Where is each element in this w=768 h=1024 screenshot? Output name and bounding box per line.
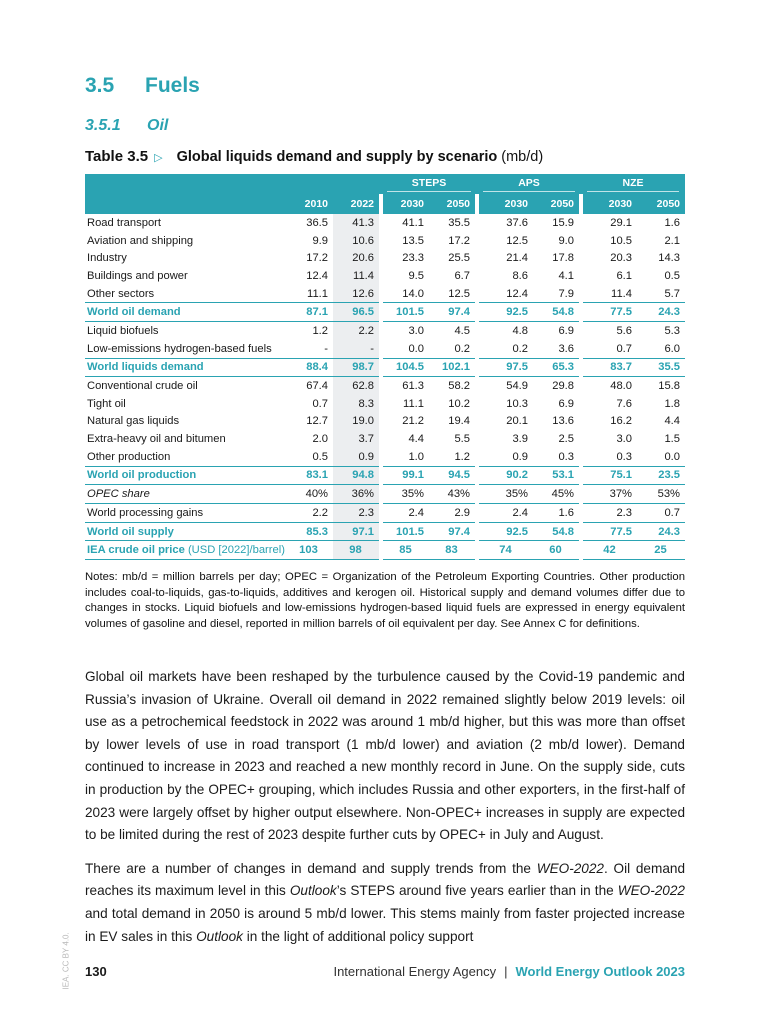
cell-value: 97.1	[333, 522, 381, 541]
cell-value: 53.1	[533, 466, 581, 485]
header-blank	[85, 194, 285, 214]
cell-value: 58.2	[448, 380, 470, 393]
cell-value: 0.0	[381, 340, 429, 358]
cell-value: -	[333, 340, 381, 358]
header-blank	[85, 174, 285, 194]
cell-value: 8.6	[477, 267, 533, 285]
cell-value: 2.0	[312, 433, 328, 446]
table-header-years	[85, 194, 685, 214]
cell-value: 5.7	[664, 287, 680, 300]
table-row	[85, 214, 685, 232]
table-caption	[85, 148, 685, 165]
table-row	[85, 267, 685, 285]
cell-value: 8.3	[333, 395, 381, 413]
cell-value: 45%	[533, 485, 581, 504]
cell-value: 1.6	[558, 506, 574, 519]
cell-value: 4.4	[381, 430, 429, 448]
cell-value: 98.7	[333, 358, 381, 377]
header-year: 2030	[581, 194, 637, 214]
subsection-title: Oil	[147, 117, 169, 134]
cell-value: 7.6	[581, 395, 637, 413]
cell-value: 0.7	[664, 506, 680, 519]
cell-value: 16.2	[581, 413, 637, 431]
cell-value: 41.3	[333, 214, 381, 232]
cell-value: 83.7	[581, 358, 637, 377]
cell-value: 11.1	[307, 287, 328, 300]
cell-value: 6.1	[581, 267, 637, 285]
table-row	[85, 377, 685, 395]
cell-value: 20.6	[333, 249, 381, 267]
cell-value: 0.0	[664, 450, 680, 463]
row-label: Tight oil	[87, 397, 126, 410]
cell-value: 74	[477, 541, 533, 560]
price-row	[85, 541, 685, 560]
row-label: World liquids demand	[85, 358, 285, 377]
header-year: 2050	[533, 194, 581, 214]
cell-value: 5.3	[664, 324, 680, 337]
cell-value: 3.0	[581, 430, 637, 448]
row-label: Liquid biofuels	[87, 324, 159, 337]
cell-value: 42	[581, 541, 637, 560]
cell-value: 1.6	[664, 216, 680, 229]
cell-value: 3.6	[558, 342, 574, 355]
table-row	[85, 430, 685, 448]
row-label: Road transport	[87, 216, 162, 229]
cell-value: 25.5	[448, 252, 470, 265]
row-label: Other sectors	[87, 287, 155, 300]
header-year: 2050	[429, 194, 477, 214]
cell-value: 29.1	[581, 214, 637, 232]
row-label: World oil supply	[85, 522, 285, 541]
cell-value: 0.9	[333, 448, 381, 466]
cell-value: 83	[429, 541, 477, 560]
cell-value: 88.4	[285, 358, 333, 377]
cell-value: 53%	[637, 485, 685, 504]
cell-value: 19.4	[448, 415, 470, 428]
header-year: 2030	[477, 194, 533, 214]
cell-value: 11.4	[333, 267, 381, 285]
header-nze: NZE	[581, 174, 685, 194]
section-heading	[85, 74, 200, 98]
section-number: 3.5	[85, 74, 115, 97]
cell-value: 62.8	[333, 377, 381, 395]
row-label: Conventional crude oil	[87, 380, 198, 393]
row-label: Natural gas liquids	[87, 415, 180, 428]
header-year: 2010	[285, 194, 333, 214]
cell-value: 10.3	[477, 395, 533, 413]
row-label: Buildings and power	[87, 269, 188, 282]
cell-value: 1.2	[312, 324, 328, 337]
table-row	[85, 485, 685, 504]
cell-value: 23.5	[637, 466, 685, 485]
cell-value: 2.4	[381, 504, 429, 523]
cell-value: 12.5	[477, 232, 533, 250]
cell-value: 12.4	[477, 285, 533, 303]
cell-value: 2.9	[454, 506, 470, 519]
table-row	[85, 358, 685, 377]
header-blank	[285, 174, 333, 194]
cell-value: 99.1	[381, 466, 429, 485]
table-row	[85, 249, 685, 267]
cell-value: 2.1	[664, 234, 680, 247]
header-year: 2050	[637, 194, 685, 214]
table-row	[85, 322, 685, 340]
cell-value: 2.4	[477, 504, 533, 523]
cell-value: 75.1	[581, 466, 637, 485]
cell-value: 5.6	[581, 322, 637, 340]
cell-value: 9.0	[558, 234, 574, 247]
cell-value: 9.5	[381, 267, 429, 285]
cell-value: 3.7	[333, 430, 381, 448]
cell-value: 6.7	[454, 269, 470, 282]
cell-value: 15.8	[658, 380, 680, 393]
table-row	[85, 395, 685, 413]
cell-value: 87.1	[285, 303, 333, 322]
cell-value: 67.4	[306, 380, 328, 393]
triangle-marker-icon: ▷	[154, 152, 163, 164]
cell-value: 2.3	[581, 504, 637, 523]
cell-value: 97.4	[429, 303, 477, 322]
cell-value: 41.1	[381, 214, 429, 232]
cell-value: 20.1	[477, 413, 533, 431]
cell-value: 0.3	[581, 448, 637, 466]
cell-value: 77.5	[581, 303, 637, 322]
cell-value: 0.2	[477, 340, 533, 358]
row-label: World oil production	[85, 466, 285, 485]
row-label: Other production	[87, 450, 171, 463]
cell-value: 23.3	[381, 249, 429, 267]
cell-value: 4.4	[664, 415, 680, 428]
table-row	[85, 466, 685, 485]
cell-value: 11.1	[381, 395, 429, 413]
footer	[85, 964, 685, 984]
subsection-number: 3.5.1	[85, 117, 121, 134]
row-label: Aviation and shipping	[87, 234, 194, 247]
cell-value: 43%	[429, 485, 477, 504]
cell-value: 12.6	[333, 285, 381, 303]
cell-value: 1.0	[381, 448, 429, 466]
cell-value: 21.4	[477, 249, 533, 267]
cell-value: 12.5	[448, 287, 470, 300]
cell-value: 92.5	[477, 303, 533, 322]
table-row	[85, 285, 685, 303]
cell-value: 2.3	[333, 504, 381, 523]
cell-value: 0.5	[664, 269, 680, 282]
cell-value: 6.0	[664, 342, 680, 355]
table-row	[85, 413, 685, 431]
table-row	[85, 303, 685, 322]
cell-value: 17.2	[306, 252, 328, 265]
cell-value: 13.6	[552, 415, 574, 428]
cell-value: 35%	[381, 485, 429, 504]
cell-value: 85.3	[285, 522, 333, 541]
cell-value: 98	[333, 541, 381, 560]
cell-value: 96.5	[333, 303, 381, 322]
cell-value: 10.6	[333, 232, 381, 250]
cell-value: 17.2	[448, 234, 470, 247]
cell-value: 60	[533, 541, 581, 560]
cell-value: 65.3	[533, 358, 581, 377]
cell-value: 37%	[581, 485, 637, 504]
cell-value: 102.1	[429, 358, 477, 377]
cell-value: 92.5	[477, 522, 533, 541]
table-notes: Notes: mb/d = million barrels per day; OPEC = Organization of the Petroleum Exporting Countries. Other production includes coal-to-liquids, gas-to-liquids, additives and kerogen oil. Historical supply and demand volumes differ due to changes in stocks. Liquid biofuels and low-emissions hydrogen-based liquid fuels are expressed in energy equivalent volumes of gasoline and diesel, reported in million barrels of oil equivalent per day. See Annex C for definitions.	[85, 571, 685, 631]
cell-value: 0.2	[454, 342, 470, 355]
table-row	[85, 522, 685, 541]
header-year: 2030	[381, 194, 429, 214]
cell-value: 90.2	[477, 466, 533, 485]
cell-value: 15.9	[552, 216, 574, 229]
body-text	[85, 666, 685, 959]
cell-value: 10.2	[448, 397, 470, 410]
cell-value: 101.5	[381, 303, 429, 322]
cell-value: 104.5	[381, 358, 429, 377]
cell-value: 20.3	[581, 249, 637, 267]
row-label: World oil demand	[85, 303, 285, 322]
table-number: Table 3.5	[85, 148, 149, 165]
cell-value: 19.0	[333, 413, 381, 431]
cell-value: 77.5	[581, 522, 637, 541]
cell-value: 0.7	[312, 397, 328, 410]
cell-value: 40%	[285, 485, 333, 504]
row-label: World processing gains	[87, 506, 204, 519]
cell-value: 48.0	[581, 377, 637, 395]
cell-value: 11.4	[581, 285, 637, 303]
cell-value: 4.8	[477, 322, 533, 340]
cell-value: 6.9	[558, 397, 574, 410]
table-unit: (mb/d)	[501, 149, 544, 165]
section-title: Fuels	[145, 74, 200, 97]
row-label: IEA crude oil price (USD [2022]/barrel)	[85, 541, 285, 560]
cell-value: 14.3	[658, 252, 680, 265]
cell-value: 5.5	[454, 433, 470, 446]
cell-value: 83.1	[285, 466, 333, 485]
cell-value: 35%	[477, 485, 533, 504]
cell-value: 0.9	[477, 448, 533, 466]
cell-value: 37.6	[477, 214, 533, 232]
cell-value: 7.9	[558, 287, 574, 300]
row-label: OPEC share	[85, 485, 285, 504]
row-label: Low-emissions hydrogen-based fuels	[87, 342, 272, 355]
cell-value: 25	[637, 541, 685, 560]
cell-value: 0.3	[558, 450, 574, 463]
cell-value: 97.5	[477, 358, 533, 377]
cell-value: 4.1	[558, 269, 574, 282]
table-title: Global liquids demand and supply by scenario	[176, 149, 498, 165]
cell-value: 24.3	[637, 303, 685, 322]
cell-value: 6.9	[558, 324, 574, 337]
cell-value: 0.7	[581, 340, 637, 358]
cell-value: 1.5	[664, 433, 680, 446]
table-row	[85, 504, 685, 523]
paragraph: Global oil markets have been reshaped by the turbulence caused by the Covid-19 pandemic and Russia’s invasion of Ukraine. Overall oil demand in 2022 remained slightly below 2019 levels: oil use as a petrochemical feedstock in 2022 was around 1 mb/d higher, but this was more than offset by lower levels of use in road transport (1 mb/d lower) and aviation (2 mb/d lower). Demand continued to increase in 2023 and reached a new monthly record in June. On the supply side, cuts in production by the OPEC+ grouping, which includes Russia and other exporters, in the first-half of 2023 were largely offset by higher output elsewhere. Non-OPEC+ increases in supply are expected to be limited during the rest of 2023 despite further cuts by OPEC+ in July and August.	[85, 669, 685, 843]
cell-value: 35.5	[637, 358, 685, 377]
paragraph: There are a number of changes in demand and supply trends from the WEO-2022. Oil demand reaches its maximum level in this Outlook’s STEPS around five years earlier than in the WEO-2022 and total demand in 2050 is around 5 mb/d lower. This stems mainly from faster projected increase in EV sales in this Outlook in the light of additional policy support	[85, 860, 686, 944]
cell-value: 3.0	[381, 322, 429, 340]
table-row	[85, 448, 685, 466]
cell-value: 61.3	[381, 377, 429, 395]
cell-value: 94.5	[429, 466, 477, 485]
license-mark: IEA. CC BY 4.0.	[61, 932, 71, 990]
cell-value: 17.8	[552, 252, 574, 265]
cell-value: 103	[285, 541, 333, 560]
cell-value: 36.5	[306, 216, 328, 229]
cell-value: 9.9	[312, 234, 328, 247]
table-row	[85, 340, 685, 358]
footer-publication: International Energy Agency | World Energy Outlook 2023	[333, 964, 685, 979]
cell-value: 35.5	[448, 216, 470, 229]
header-steps: STEPS	[381, 174, 477, 194]
cell-value: 1.8	[664, 397, 680, 410]
cell-value: 21.2	[381, 413, 429, 431]
cell-value: 54.8	[533, 522, 581, 541]
cell-value: 29.8	[552, 380, 574, 393]
header-year: 2022	[333, 194, 381, 214]
cell-value: 24.3	[637, 522, 685, 541]
page-number: 130	[85, 964, 107, 979]
cell-value: 12.4	[306, 269, 328, 282]
cell-value: 2.5	[558, 433, 574, 446]
header-blank	[333, 174, 381, 194]
cell-value: -	[324, 342, 328, 355]
row-label: Industry	[87, 252, 127, 265]
cell-value: 4.5	[454, 324, 470, 337]
cell-value: 54.9	[477, 377, 533, 395]
cell-value: 10.5	[581, 232, 637, 250]
table-row	[85, 232, 685, 250]
cell-value: 101.5	[381, 522, 429, 541]
subsection-heading	[85, 117, 168, 135]
liquids-table	[85, 174, 685, 560]
cell-value: 14.0	[381, 285, 429, 303]
cell-value: 1.2	[454, 450, 470, 463]
table-header-groups	[85, 174, 685, 194]
cell-value: 0.5	[312, 450, 328, 463]
cell-value: 36%	[333, 485, 381, 504]
cell-value: 54.8	[533, 303, 581, 322]
cell-value: 3.9	[477, 430, 533, 448]
cell-value: 97.4	[429, 522, 477, 541]
header-aps: APS	[477, 174, 581, 194]
cell-value: 85	[381, 541, 429, 560]
cell-value: 2.2	[312, 506, 328, 519]
cell-value: 12.7	[306, 415, 328, 428]
cell-value: 94.8	[333, 466, 381, 485]
cell-value: 13.5	[381, 232, 429, 250]
row-label: Extra-heavy oil and bitumen	[87, 433, 226, 446]
cell-value: 2.2	[333, 322, 381, 340]
